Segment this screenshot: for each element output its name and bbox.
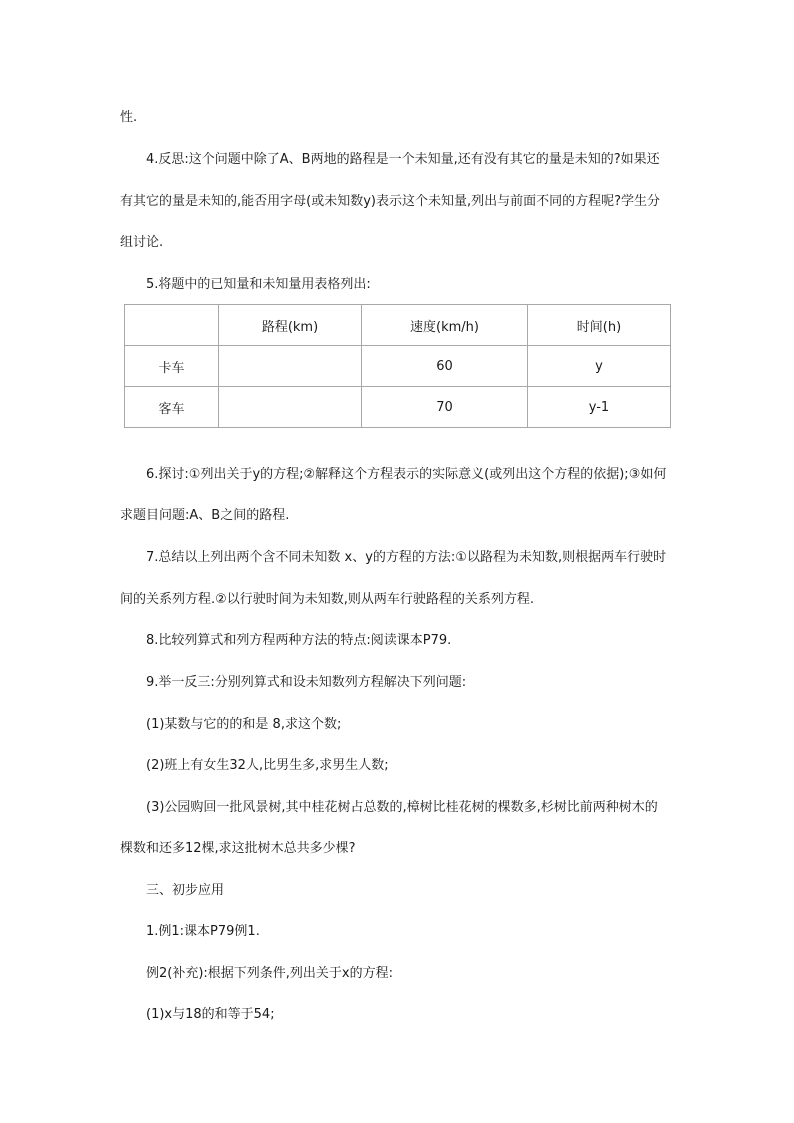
text-line: 组讨论. [120, 235, 164, 250]
text-line: 棵数和还多12棵,求这批树木总共多少棵? [120, 841, 356, 856]
text-line: 8.比较列算式和列方程两种方法的特点:阅读课本P79. [146, 633, 452, 648]
text-line: 7.总结以上列出两个含不同未知数 x、y的方程的方法:①以路程为未知数,则根据两车行驶时 [146, 550, 667, 565]
text-line: 求题目问题:A、B之间的路程. [120, 508, 290, 523]
text-line: 9.举一反三:分别列算式和设未知数列方程解决下列问题: [146, 675, 467, 690]
table-header-cell: 速度(km/h) [362, 305, 528, 346]
table-header-cell: 时间(h) [528, 305, 671, 346]
table-cell: 70 [362, 387, 528, 428]
text-line: 6.探讨:①列出关于y的方程;②解释这个方程表示的实际意义(或列出这个方程的依据);③如何 [146, 467, 667, 482]
text-line: 4.反思:这个问题中除了A、B两地的路程是一个未知量,还有没有其它的量是未知的?如果还 [146, 152, 660, 167]
data-table [124, 304, 671, 428]
table-row [125, 387, 671, 428]
table-cell: 60 [362, 346, 528, 387]
table-cell: y [528, 346, 671, 387]
text-line: (2)班上有女生32人,比男生多,求男生人数; [146, 758, 389, 773]
text-line: 例2(补充):根据下列条件,列出关于x的方程: [146, 966, 394, 981]
section-heading: 三、初步应用 [146, 883, 225, 898]
table-cell [219, 346, 362, 387]
table-cell: 客车 [125, 387, 219, 428]
table-cell [219, 387, 362, 428]
text-line: 有其它的量是未知的,能否用字母(或未知数y)表示这个未知量,列出与前面不同的方程呢?学生分 [120, 194, 661, 209]
table-header-row [125, 305, 671, 346]
table-header-cell: 路程(km) [219, 305, 362, 346]
text-line: 性. [120, 110, 138, 125]
table-cell: y-1 [528, 387, 671, 428]
table-header-cell [125, 305, 219, 346]
text-line: (1)某数与它的的和是 8,求这个数; [146, 717, 342, 732]
text-line: (1)x与18的和等于54; [146, 1007, 275, 1022]
text-line: (3)公园购回一批风景树,其中桂花树占总数的,樟树比桂花树的棵数多,杉树比前两种树木的 [146, 800, 658, 815]
table-cell: 卡车 [125, 346, 219, 387]
text-line: 间的关系列方程.②以行驶时间为未知数,则从两车行驶路程的关系列方程. [120, 592, 535, 607]
table-row [125, 346, 671, 387]
text-line: 1.例1:课本P79例1. [146, 924, 260, 939]
text-line: 5.将题中的已知量和未知量用表格列出: [146, 277, 371, 292]
